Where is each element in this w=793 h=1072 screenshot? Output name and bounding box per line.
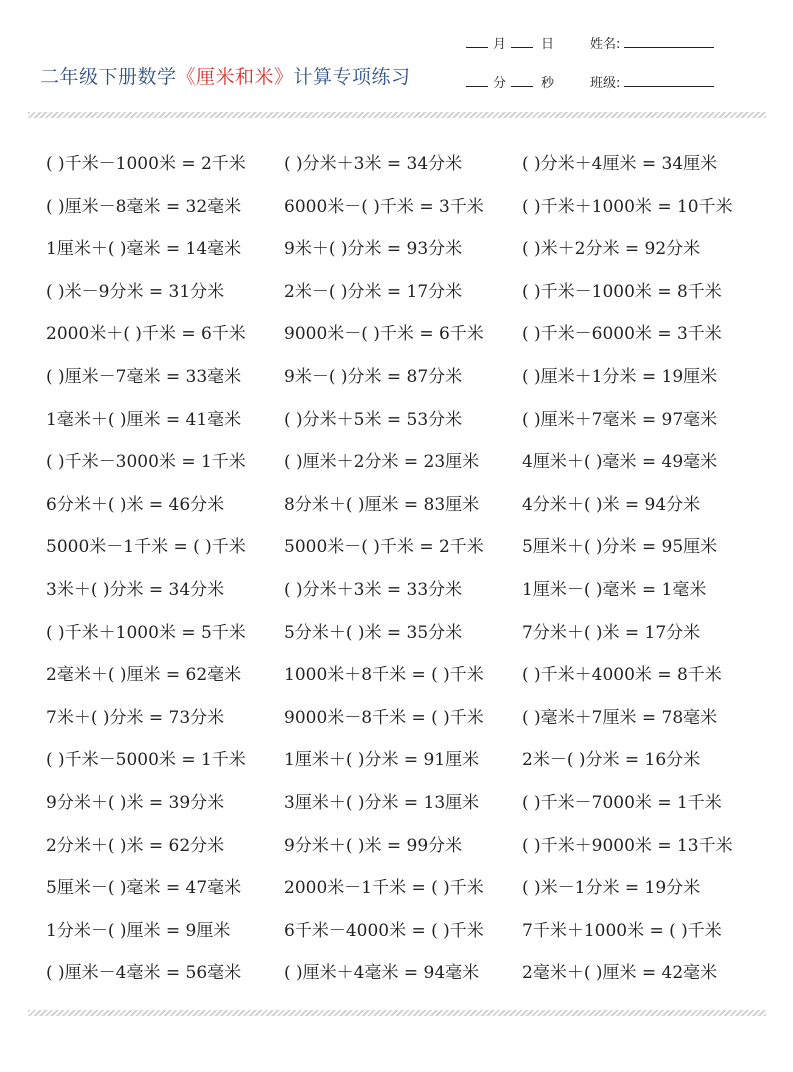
problem-item: ( )千米＋1000米 = 10千米 xyxy=(522,196,733,217)
problem-item: ( )厘米＋2分米 = 23厘米 xyxy=(284,452,480,473)
problem-item: 6分米＋( )米 = 46分米 xyxy=(46,494,225,515)
month-label: 月 xyxy=(493,37,507,52)
problem-item: ( )米－1分米 = 19分米 xyxy=(522,878,701,899)
problem-item: 2毫米＋( )厘米 = 42毫米 xyxy=(522,963,718,984)
problem-item: ( )分米＋5米 = 53分米 xyxy=(284,409,463,430)
problem-grid xyxy=(46,143,766,995)
problem-item: 5000米－( )千米 = 2千米 xyxy=(284,537,484,558)
problem-row xyxy=(46,356,766,399)
name-blank[interactable] xyxy=(624,36,714,48)
problem-item: ( )分米＋3米 = 33分米 xyxy=(284,579,463,600)
title-unit: 《厘米和米》 xyxy=(176,66,294,88)
problem-item: 2米－( )分米 = 17分米 xyxy=(284,281,463,302)
class-label: 班级: xyxy=(590,76,621,91)
problem-item: ( )厘米－4毫米 = 56毫米 xyxy=(46,963,242,984)
class-line xyxy=(590,72,714,91)
problem-item: 4厘米＋( )毫米 = 49毫米 xyxy=(522,452,718,473)
problem-item: 9分米＋( )米 = 99分米 xyxy=(284,835,463,856)
problem-item: ( )厘米＋4毫米 = 94毫米 xyxy=(284,963,480,984)
problem-item: 3米＋( )分米 = 34分米 xyxy=(46,579,225,600)
day-blank[interactable] xyxy=(511,36,533,48)
problem-item: 1000米＋8千米 = ( )千米 xyxy=(284,665,484,686)
problem-item: 2分米＋( )米 = 62分米 xyxy=(46,835,225,856)
problem-row xyxy=(46,484,766,527)
problem-row xyxy=(46,228,766,271)
name-label: 姓名: xyxy=(590,37,621,52)
class-blank[interactable] xyxy=(624,75,714,87)
problem-item: 7米＋( )分米 = 73分米 xyxy=(46,707,225,728)
problem-item: ( )分米＋4厘米 = 34厘米 xyxy=(522,154,718,174)
problem-row xyxy=(46,441,766,484)
problem-row xyxy=(46,313,766,356)
problem-row xyxy=(46,910,766,953)
problem-item: 9米－( )分米 = 87分米 xyxy=(284,366,463,387)
problem-item: ( )千米＋1000米 = 5千米 xyxy=(46,622,246,643)
problem-item: ( )厘米＋1分米 = 19厘米 xyxy=(522,366,718,387)
problem-row xyxy=(46,739,766,782)
problem-row xyxy=(46,143,766,186)
problem-item: ( )厘米－8毫米 = 32毫米 xyxy=(46,196,242,217)
problem-item: ( )米＋2分米 = 92分米 xyxy=(522,239,701,260)
problem-item: 1毫米＋( )厘米 = 41毫米 xyxy=(46,409,242,430)
problem-item: ( )千米＋9000米 = 13千米 xyxy=(522,835,733,856)
problem-item: 5000米－1千米 = ( )千米 xyxy=(46,537,246,558)
problem-row xyxy=(46,569,766,612)
problem-item: 2米－( )分米 = 16分米 xyxy=(522,750,701,771)
problem-item: 2000米＋( )千米 = 6千米 xyxy=(46,324,246,345)
problem-row xyxy=(46,271,766,314)
problem-item: ( )千米－5000米 = 1千米 xyxy=(46,750,246,771)
problem-item: 1分米－( )厘米 = 9厘米 xyxy=(46,920,231,941)
problem-item: 9米＋( )分米 = 93分米 xyxy=(284,239,463,260)
month-blank[interactable] xyxy=(466,36,488,48)
problem-row xyxy=(46,782,766,825)
problem-row xyxy=(46,612,766,655)
problem-item: 5厘米－( )毫米 = 47毫米 xyxy=(46,878,242,899)
problem-row xyxy=(46,867,766,910)
day-label: 日 xyxy=(541,37,555,52)
problem-item: ( )米－9分米 = 31分米 xyxy=(46,281,225,302)
problem-row xyxy=(46,526,766,569)
problem-item: 8分米＋( )厘米 = 83厘米 xyxy=(284,494,480,515)
title-topic: 计算专项练习 xyxy=(293,66,411,88)
problem-item: 1厘米－( )毫米 = 1毫米 xyxy=(522,579,707,600)
problem-item: ( )千米＋4000米 = 8千米 xyxy=(522,665,722,686)
minute-blank[interactable] xyxy=(466,75,488,87)
name-line xyxy=(590,33,714,52)
worksheet-title xyxy=(40,62,411,89)
problem-item: ( )毫米＋7厘米 = 78毫米 xyxy=(522,707,718,728)
problem-item: 2毫米＋( )厘米 = 62毫米 xyxy=(46,665,242,686)
problem-item: 7千米＋1000米 = ( )千米 xyxy=(522,920,722,941)
problem-item: 6千米－4000米 = ( )千米 xyxy=(284,920,484,941)
problem-item: ( )千米－3000米 = 1千米 xyxy=(46,452,246,473)
problem-item: 9分米＋( )米 = 39分米 xyxy=(46,792,225,813)
problem-item: ( )千米－1000米 = 2千米 xyxy=(46,154,246,174)
problem-item: 9000米－( )千米 = 6千米 xyxy=(284,324,484,345)
problem-item: 3厘米＋( )分米 = 13厘米 xyxy=(284,792,480,813)
problem-item: ( )分米＋3米 = 34分米 xyxy=(284,154,463,174)
bottom-divider xyxy=(28,1010,766,1016)
title-grade: 二年级下册数学 xyxy=(40,66,177,88)
problem-item: 1厘米＋( )毫米 = 14毫米 xyxy=(46,239,242,260)
problem-item: ( )厘米＋7毫米 = 97毫米 xyxy=(522,409,718,430)
problem-item: ( )千米－6000米 = 3千米 xyxy=(522,324,722,345)
problem-item: ( )厘米－7毫米 = 33毫米 xyxy=(46,366,242,387)
date-line xyxy=(466,33,559,52)
problem-item: 6000米－( )千米 = 3千米 xyxy=(284,196,484,217)
problem-item: 2000米－1千米 = ( )千米 xyxy=(284,878,484,899)
problem-row xyxy=(46,399,766,442)
second-blank[interactable] xyxy=(511,75,533,87)
problem-item: ( )千米－1000米 = 8千米 xyxy=(522,281,722,302)
problem-item: 4分米＋( )米 = 94分米 xyxy=(522,494,701,515)
time-line xyxy=(466,72,559,91)
problem-item: 1厘米＋( )分米 = 91厘米 xyxy=(284,750,480,771)
problem-row xyxy=(46,654,766,697)
minute-label: 分 xyxy=(493,76,507,91)
problem-item: 9000米－8千米 = ( )千米 xyxy=(284,707,484,728)
problem-item: 5厘米＋( )分米 = 95厘米 xyxy=(522,537,718,558)
top-divider xyxy=(28,112,766,118)
problem-item: 5分米＋( )米 = 35分米 xyxy=(284,622,463,643)
problem-row xyxy=(46,825,766,868)
problem-row xyxy=(46,186,766,229)
problem-item: 7分米＋( )米 = 17分米 xyxy=(522,622,701,643)
problem-row xyxy=(46,697,766,740)
problem-item: ( )千米－7000米 = 1千米 xyxy=(522,792,722,813)
problem-row xyxy=(46,952,766,995)
second-label: 秒 xyxy=(541,76,555,91)
